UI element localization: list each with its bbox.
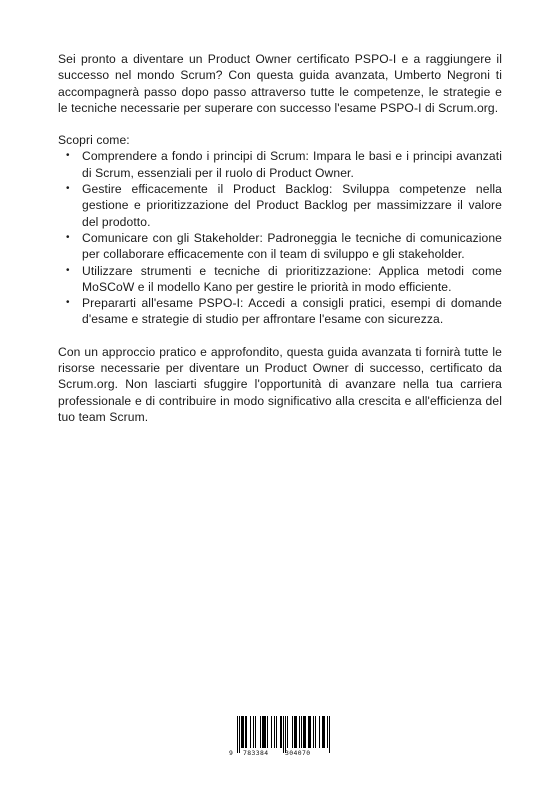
bullet-icon: • — [66, 231, 70, 243]
spacer — [58, 116, 502, 132]
intro-paragraph: Sei pronto a diventare un Product Owner certificato PSPO-I e a raggiungere il successo nel mondo Scrum? Con questa guida avanzata, Umberto Negroni ti accompagnerà passo dopo passo attraverso tutte le competenze, le strategie e le tecniche necessarie per superare con successo l'esame PSPO-I di Scrum.org. — [58, 52, 502, 115]
list-item — [64, 148, 502, 181]
barcode-bar — [246, 716, 247, 748]
barcode-bar — [324, 716, 325, 748]
barcode-bar — [280, 716, 281, 748]
barcode-bar — [262, 716, 263, 748]
list-item-text: Utilizzare strumenti e tecniche di prioritizzazione: Applica metodi come MoSCoW e il modello Kano per gestire le priorità in modo efficiente. — [82, 263, 502, 294]
bullet-icon: • — [66, 297, 70, 309]
barcode-bar — [237, 716, 238, 753]
feature-list — [58, 148, 502, 327]
barcode-bar — [285, 716, 286, 753]
barcode-bar — [260, 716, 261, 748]
list-item-text: Prepararti all'esame PSPO-I: Accedi a consigli pratici, esempi di domande d'esame e strategie di studio per affrontare l'esame con sicurezza. — [82, 296, 502, 327]
barcode-bar — [292, 716, 293, 748]
barcode-first-digit: 9 — [229, 749, 234, 757]
barcode-bar — [245, 716, 246, 748]
barcode-bar — [310, 716, 311, 748]
barcode-left-group: 783384 — [243, 749, 269, 757]
list-item-text: Gestire efficacemente il Product Backlog: Sviluppa competenze nella gestione e prioritizzazione del Product Backlog per massimizzare il valore del prodotto. — [82, 182, 502, 229]
barcode-bar — [319, 716, 320, 748]
list-item — [64, 263, 502, 296]
spacer — [58, 328, 502, 344]
barcode-bar — [242, 716, 243, 748]
list-item-text: Comunicare con gli Stakeholder: Padroneggia le tecniche di comunicazione per collaborare efficacemente con il team di sviluppo e gli stakeholder. — [82, 230, 502, 262]
barcode-bar — [267, 716, 268, 748]
barcode-bar — [265, 716, 266, 748]
isbn-barcode — [229, 715, 331, 760]
barcode-bar — [308, 716, 309, 748]
barcode-bar — [327, 716, 328, 748]
barcode-bar — [253, 716, 254, 748]
bullet-icon: • — [66, 264, 70, 276]
barcode-bar — [255, 716, 256, 748]
list-item-text: Comprendere a fondo i principi di Scrum: Impara le basi e i principi avanzati di Scrum, essenziali per il ruolo di Product Owner. — [82, 149, 502, 180]
barcode-bar — [287, 716, 288, 748]
barcode-bar — [276, 716, 277, 748]
barcode-bar — [239, 716, 240, 753]
barcode-bar — [313, 716, 314, 748]
barcode-bar — [296, 716, 297, 748]
barcode-bar — [281, 716, 282, 748]
barcode-bar — [305, 716, 306, 748]
list-item — [64, 230, 502, 263]
barcode-bar — [294, 716, 295, 748]
back-cover-text — [58, 51, 502, 425]
barcode-bar — [315, 716, 316, 748]
barcode-bar — [283, 716, 284, 753]
barcode-bar — [323, 716, 324, 748]
barcode-bar — [299, 716, 300, 748]
barcode-bar — [263, 716, 264, 748]
barcode-bar — [304, 716, 305, 748]
bullet-icon: • — [66, 150, 70, 162]
barcode-bar — [303, 716, 304, 748]
barcode-bar — [295, 716, 296, 748]
barcode-bar — [329, 716, 330, 753]
list-item — [64, 295, 502, 328]
barcode-right-group: 304070 — [285, 749, 311, 757]
list-heading: Scopri come: — [58, 133, 130, 148]
barcode-bar — [274, 716, 275, 748]
barcode-bar — [309, 716, 310, 748]
barcode-bar — [250, 716, 251, 748]
barcode-bar — [241, 716, 242, 748]
barcode-bar — [243, 716, 244, 748]
bullet-icon: • — [66, 183, 70, 195]
barcode-bar — [301, 716, 302, 748]
barcode-bar — [271, 716, 272, 748]
closing-paragraph: Con un approccio pratico e approfondito, questa guida avanzata ti fornirà tutte le risorse necessarie per diventare un Product Owner di successo, certificato da Scrum.org. Non lasciarti sfuggire l'opportunità di avanzare nella tua carriera professionale e di contribuire in modo significativo alla crescita e all'efficienza del tuo team Scrum. — [58, 344, 502, 424]
barcode-bar — [264, 716, 265, 748]
barcode-bar — [322, 716, 323, 748]
list-item — [64, 181, 502, 230]
